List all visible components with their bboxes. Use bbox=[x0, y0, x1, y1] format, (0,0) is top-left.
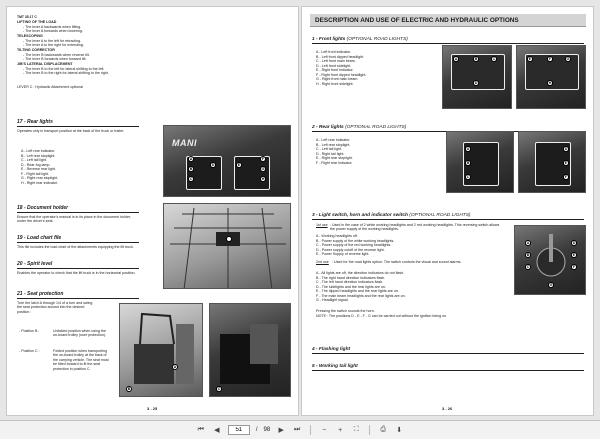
section-3-label: 3 - Light switch, horn and indicator switch bbox=[312, 213, 408, 218]
section-18-title: 18 - Document holder bbox=[17, 205, 139, 213]
tilting-title: TILTING CORRECTOR bbox=[17, 48, 55, 52]
section-2-label: 2 - Rear lights bbox=[312, 125, 344, 130]
left-page bbox=[6, 6, 299, 416]
last-page-icon[interactable]: ⏭ bbox=[294, 426, 301, 433]
callout-e: E bbox=[528, 57, 532, 61]
callout-a: A bbox=[189, 157, 193, 161]
rear-light-item: F - Right rear indicator. bbox=[316, 160, 353, 165]
cab-grid-drawing bbox=[164, 204, 291, 289]
callout-c: C bbox=[526, 265, 530, 269]
jib-title: JIB'S LATERAL DISPLACEMENT bbox=[17, 62, 73, 66]
section-20-title: 20 - Spirit level bbox=[17, 261, 139, 269]
section-21-title: 21 - Seat protection bbox=[17, 291, 139, 299]
jib-line: - The lever B to the left for lateral shifting to the left. bbox=[23, 66, 105, 71]
second-use-item: B - The right hand direction indicators flash. bbox=[316, 275, 386, 280]
front-light-item: H - Right front sidelight. bbox=[316, 81, 354, 86]
front-light-item: F - Right front dipped headlight. bbox=[316, 72, 367, 77]
telescoping-line: - The lever A to the right for extending. bbox=[23, 43, 84, 47]
page-number-input[interactable] bbox=[228, 425, 250, 435]
callout-a: A bbox=[466, 147, 470, 151]
second-use-item: C - The left hand direction indicators flash. bbox=[316, 280, 384, 284]
front-light-item: A - Left front indicator. bbox=[316, 50, 351, 54]
callout-b: B bbox=[526, 253, 530, 257]
front-left-light-photo bbox=[442, 45, 512, 109]
seat-c-drawing bbox=[210, 304, 291, 397]
fit-page-icon[interactable]: ⛶ bbox=[353, 426, 359, 433]
callout-c: C bbox=[189, 177, 193, 181]
rear-light-item: B - Left rear stoplight. bbox=[316, 142, 351, 147]
section-19-text: This file includes the load chart of the attachments equipping the lift truck. bbox=[17, 245, 134, 249]
first-use-item: D - Power supply cutoff of the reverse light. bbox=[316, 247, 385, 252]
callout-b: B bbox=[474, 57, 478, 61]
section-1-label: 1 - Front lights bbox=[312, 37, 346, 42]
front-light-item: E - Right front indicator. bbox=[316, 68, 354, 72]
toolbar-divider bbox=[369, 425, 370, 435]
second-use-item: G - Headlight signal. bbox=[316, 298, 349, 302]
first-use-text: : Used in the case of 2 white working headlights and 2 red working headlights. This reversing switch allows the power supply of the working headlights. bbox=[330, 223, 500, 232]
callout-g: G bbox=[261, 167, 265, 171]
rear-light-item: E - Reverse rear light. bbox=[21, 167, 56, 171]
position-b-text: Unfolded position when using the on-board trolley (user protection). bbox=[53, 329, 107, 338]
position-c-text: Folded position when transporting the on-board trolley at the back of the carrying vehicle. The seat must be tilted forward to fit the seat protection in position C. bbox=[53, 349, 109, 371]
seat-position-b-photo bbox=[119, 303, 203, 397]
lifting-line: - The lever A backwards when lifting. bbox=[23, 24, 82, 29]
toolbar-divider bbox=[310, 425, 311, 435]
section-17-intro: Operates only in transport position at the back of the truck or trailer. bbox=[17, 129, 125, 133]
front-light-item: B - Left front dipped headlight. bbox=[316, 54, 365, 59]
section-5-title: 5 - Working tail light bbox=[312, 364, 584, 371]
rear-light-item: D - Rear fog lamp. bbox=[21, 162, 51, 167]
light-switch-photo bbox=[514, 225, 586, 295]
rear-light-item: A - Left rear indicator. bbox=[21, 149, 56, 153]
callout-g: G bbox=[549, 283, 553, 287]
callout-f: F bbox=[261, 157, 265, 161]
callout-f: F bbox=[548, 57, 552, 61]
rear-light-item: B - Left rear stoplight. bbox=[21, 153, 56, 158]
rear-light-item: E - Right rear stoplight. bbox=[316, 156, 353, 160]
callout-d: D bbox=[564, 147, 568, 151]
position-b-label: - Position B : bbox=[19, 329, 40, 333]
tilting-line: - The lever B forwards when forward tilt. bbox=[23, 57, 87, 61]
callout-e: E bbox=[237, 163, 241, 167]
callout-h: H bbox=[548, 81, 552, 85]
page-number: 3 - 26 bbox=[442, 406, 453, 411]
page-separator: / bbox=[255, 427, 258, 433]
rear-light-item: D - Right tail light. bbox=[316, 151, 345, 156]
callout-f: F bbox=[572, 265, 576, 269]
callout-c: C bbox=[466, 175, 470, 179]
print-icon[interactable]: ⎙ bbox=[380, 426, 386, 433]
callout-spirit-level bbox=[226, 236, 232, 242]
ignition-note: NOTE : The positions D - E - F - G can be carried out without the ignition being on. bbox=[316, 314, 448, 318]
callout-h: H bbox=[261, 177, 265, 181]
section-17-title: 17 - Rear lights bbox=[17, 119, 139, 127]
rear-light-item: A - Left rear indicator. bbox=[316, 138, 351, 142]
first-use-item: B - Power supply of the white working headlights. bbox=[316, 238, 395, 243]
second-use-item: D - The sidelights and the rear lights are on. bbox=[316, 284, 386, 289]
brand-logo: MANI bbox=[172, 138, 197, 148]
lifting-title: LIFTING OF THE LOAD bbox=[17, 20, 57, 24]
callout-position-c: C bbox=[217, 387, 221, 391]
second-use-label: 2nd use bbox=[316, 260, 329, 264]
save-icon[interactable]: ⬇ bbox=[396, 427, 403, 434]
tilting-line: - The lever B backwards when reverse tilt. bbox=[23, 52, 90, 57]
zoom-in-icon[interactable]: + bbox=[338, 426, 343, 434]
front-right-light-photo bbox=[516, 45, 586, 109]
position-c-label: - Position C : bbox=[19, 349, 40, 353]
second-use-text: : Used for the road lights option. The switch controls the visual and sound alarms. bbox=[332, 260, 462, 264]
front-light-item: D - Left front sidelight. bbox=[316, 63, 352, 68]
callout-b: B bbox=[189, 167, 193, 171]
section-19-title: 19 - Load chart file bbox=[17, 235, 139, 243]
rear-left-light-photo bbox=[446, 131, 514, 193]
callout-latch-a: A bbox=[173, 365, 177, 369]
rear-light-item: H - Right rear indicator. bbox=[21, 180, 58, 185]
seat-b-drawing bbox=[120, 304, 203, 397]
section-1-option: (OPTIONAL ROAD LIGHTS) bbox=[346, 37, 408, 42]
callout-e: E bbox=[564, 161, 568, 165]
callout-position-b: B bbox=[127, 387, 131, 391]
section-18-text: Ensure that the operator's manual is in its place in the document holder, under the driver's seat. bbox=[17, 215, 131, 224]
page-number: 3 - 25 bbox=[147, 406, 158, 411]
second-use-item: A - All lights are off, the direction indicators do not flash. bbox=[316, 271, 405, 275]
rear-light-item: F - Right tail light. bbox=[21, 171, 49, 176]
jib-line: - The lever B to the right for lateral shifting to the right. bbox=[23, 71, 109, 75]
section-4-title: 4 - Flashing light bbox=[312, 347, 584, 354]
first-use-item: A - Working headlights off. bbox=[316, 234, 358, 238]
next-page-icon[interactable]: ▶ bbox=[278, 427, 284, 434]
first-page-icon[interactable]: ⏮ bbox=[197, 426, 204, 433]
seat-position-c-photo bbox=[209, 303, 291, 397]
section-20-text: Enables the operator to check that the lift truck is in the horizontal position. bbox=[17, 271, 136, 275]
total-pages: 98 bbox=[263, 427, 271, 433]
page-header: TMT 35.17 C bbox=[17, 15, 37, 19]
front-light-item: G - Right front main beam. bbox=[316, 77, 359, 81]
cab-interior-photo bbox=[163, 203, 291, 289]
section-1-title bbox=[312, 37, 584, 44]
callout-e: E bbox=[572, 253, 576, 257]
chapter-banner: DESCRIPTION AND USE OF ELECTRIC AND HYDRAULIC OPTIONS bbox=[310, 14, 586, 27]
first-use-item: C - Power supply of the red working headlights. bbox=[316, 243, 392, 247]
callout-b: B bbox=[466, 161, 470, 165]
section-21-text: Turn the latch A through 1/4 of a turn and swing the seat protection around into the desired position : bbox=[17, 301, 93, 314]
lifting-line: - The lever A forwards when lowering. bbox=[23, 29, 83, 33]
section-3-option: (OPTIONAL ROAD LIGHTS) bbox=[409, 213, 471, 218]
second-use-item: F - The main beam headlights and the rear lights are on. bbox=[316, 293, 406, 298]
second-use-item: E - The dipped headlights and the rear lights are on. bbox=[316, 289, 399, 293]
callout-d: D bbox=[211, 163, 215, 167]
callout-g: G bbox=[566, 57, 570, 61]
right-page bbox=[301, 6, 594, 416]
prev-page-icon[interactable]: ◀ bbox=[214, 427, 220, 434]
callout-d: D bbox=[572, 241, 576, 245]
rear-light-item: C - Left tail light. bbox=[21, 158, 47, 162]
rear-light-item: C - Left tail light. bbox=[316, 147, 342, 151]
zoom-out-icon[interactable]: − bbox=[322, 426, 327, 434]
document-spread bbox=[6, 6, 594, 416]
rear-light-item: G - Right rear stoplight. bbox=[21, 176, 59, 180]
telescoping-line: - The lever A to the left for retracting. bbox=[23, 38, 82, 43]
callout-f: F bbox=[564, 175, 568, 179]
first-use-label: 1st use bbox=[316, 223, 328, 227]
viewer-toolbar bbox=[0, 420, 600, 439]
rear-right-light-photo bbox=[518, 131, 586, 193]
callout-d: D bbox=[474, 81, 478, 85]
front-light-item: C - Left front main beam. bbox=[316, 59, 356, 63]
callout-a: A bbox=[526, 241, 530, 245]
first-use-item: E - Power Supply of reverse light. bbox=[316, 252, 370, 256]
lever-c-note: LEVER C : Hydraulic Attachment optional bbox=[17, 85, 83, 89]
section-3-title bbox=[312, 213, 584, 220]
section-2-option: (OPTIONAL ROAD LIGHTS) bbox=[345, 125, 407, 130]
horn-note: Pressing the switch sounds the horn. bbox=[316, 309, 375, 313]
callout-a: A bbox=[454, 57, 458, 61]
callout-c: C bbox=[492, 57, 496, 61]
telescoping-title: TELESCOPING bbox=[17, 34, 43, 38]
rear-lights-photo bbox=[163, 125, 291, 197]
